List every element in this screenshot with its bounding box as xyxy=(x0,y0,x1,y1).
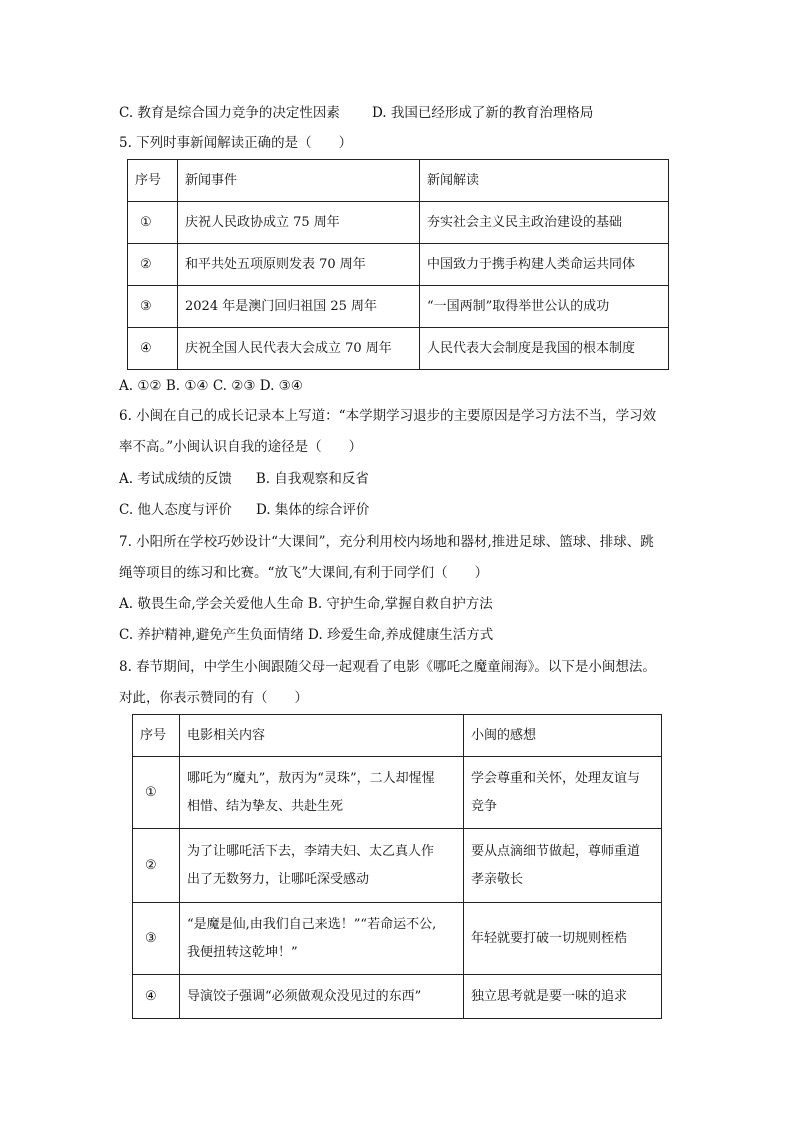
q6-option-b: B. 自我观察和反省 xyxy=(255,471,369,487)
movie-content-line: 出了无数努力，让哪吒深受感动 xyxy=(187,871,370,887)
movie-content xyxy=(180,829,464,903)
q8-stem-line2: 对此，你表示赞同的有（ ） xyxy=(119,690,308,706)
row-index: ② xyxy=(128,244,178,286)
q4-option-d: D. 我国已经形成了新的教育治理格局 xyxy=(371,105,594,121)
news-reading: 夯实社会主义民主政治建设的基础 xyxy=(420,202,669,244)
q6-option-c: C. 他人态度与评价 xyxy=(119,502,232,518)
news-event: 庆祝人民政协成立 75 周年 xyxy=(178,202,420,244)
q4-options-cd xyxy=(119,103,593,123)
table-row xyxy=(128,244,669,286)
news-event: 2024 年是澳门回归祖国 25 周年 xyxy=(178,286,420,328)
movie-content-line: “是魔是仙,由我们自己来选！”“若命运不公, xyxy=(187,916,437,932)
q5-header-row xyxy=(128,160,669,202)
row-index: ③ xyxy=(128,286,178,328)
news-reading: “一国两制”取得举世公认的成功 xyxy=(420,286,669,328)
news-event: 和平共处五项原则发表 70 周年 xyxy=(178,244,420,286)
q5-header-event: 新闻事件 xyxy=(178,160,420,202)
q4-option-c: C. 教育是综合国力竞争的决定性因素 xyxy=(119,105,340,121)
reflection-line: 要从点滴细节做起，尊师重道 xyxy=(471,843,641,859)
table-row xyxy=(133,975,662,1019)
q5-stem: 5. 下列时事新闻解读正确的是（ ） xyxy=(119,135,353,151)
q6-option-d: D. 集体的综合评价 xyxy=(255,502,370,518)
movie-content-line: 我便扭转这乾坤！” xyxy=(187,944,298,960)
q8-header-content: 电影相关内容 xyxy=(180,715,464,757)
table-row xyxy=(133,903,662,975)
movie-content-line: 为了让哪吒活下去，李靖夫妇、太乙真人作 xyxy=(187,843,435,859)
reflection xyxy=(464,757,662,829)
news-reading: 中国致力于携手构建人类命运共同体 xyxy=(420,244,669,286)
reflection-line: 学会尊重和关怀，处理友谊与 xyxy=(471,770,641,786)
q8-header-thought: 小闽的感想 xyxy=(464,715,662,757)
q6-stem-line2: 率不高。”小闽认识自我的途径是（ ） xyxy=(119,439,363,455)
movie-content xyxy=(180,757,464,829)
q6-options-ab xyxy=(119,469,369,489)
table-row xyxy=(128,202,669,244)
q5-header-idx: 序号 xyxy=(128,160,178,202)
movie-content xyxy=(180,903,464,975)
q5-table xyxy=(127,159,669,370)
q8-table xyxy=(132,714,662,1019)
q8-header-row xyxy=(133,715,662,757)
q8-stem-line1: 8. 春节期间，中学生小闽跟随父母一起观看了电影《哪吒之魔童闹海》。以下是小闽想法。 xyxy=(119,659,656,675)
row-index: ④ xyxy=(128,328,178,370)
q6-options-cd xyxy=(119,500,369,520)
row-index: ① xyxy=(128,202,178,244)
q7-stem-line2: 绳等项目的练习和比赛。“放飞”大课间,有利于同学们（ ） xyxy=(119,565,489,581)
q7-options-line2: C. 养护精神,避免产生负面情绪 D. 珍爱生命,养成健康生活方式 xyxy=(119,627,494,643)
q6-option-a: A. 考试成绩的反馈 xyxy=(119,471,232,487)
table-row xyxy=(128,286,669,328)
q8-header-idx: 序号 xyxy=(133,715,180,757)
reflection-line: 竞争 xyxy=(471,798,498,814)
q5-options: A. ①② B. ①④ C. ②③ D. ③④ xyxy=(119,378,303,394)
movie-content: 导演饺子强调“必须做观众没见过的东西” xyxy=(180,975,464,1019)
reflection-line: 孝亲敬长 xyxy=(471,871,524,887)
movie-content-line: 哪吒为“魔丸”，敖丙为“灵珠”，二人却惺惺 xyxy=(187,770,435,786)
row-index: ① xyxy=(133,757,180,829)
reflection xyxy=(464,829,662,903)
table-row xyxy=(133,829,662,903)
row-index: ④ xyxy=(133,975,180,1019)
movie-content-line: 相惜、结为挚友、共赴生死 xyxy=(187,798,344,814)
news-event: 庆祝全国人民代表大会成立 70 周年 xyxy=(178,328,420,370)
q5-header-reading: 新闻解读 xyxy=(420,160,669,202)
reflection: 独立思考就是要一味的追求 xyxy=(464,975,662,1019)
q7-options-line1: A. 敬畏生命,学会关爱他人生命 B. 守护生命,掌握自救自护方法 xyxy=(119,596,493,612)
row-index: ② xyxy=(133,829,180,903)
q6-stem-line1: 6. 小闽在自己的成长记录本上写道：“本学期学习退步的主要原因是学习方法不当，学习效 xyxy=(119,408,657,424)
table-row xyxy=(128,328,669,370)
reflection: 年轻就要打破一切规则桎梏 xyxy=(464,903,662,975)
row-index: ③ xyxy=(133,903,180,975)
table-row xyxy=(133,757,662,829)
q7-stem-line1: 7. 小阳所在学校巧妙设计“大课间”，充分利用校内场地和器材,推进足球、篮球、排球、跳 xyxy=(119,534,654,550)
news-reading: 人民代表大会制度是我国的根本制度 xyxy=(420,328,669,370)
